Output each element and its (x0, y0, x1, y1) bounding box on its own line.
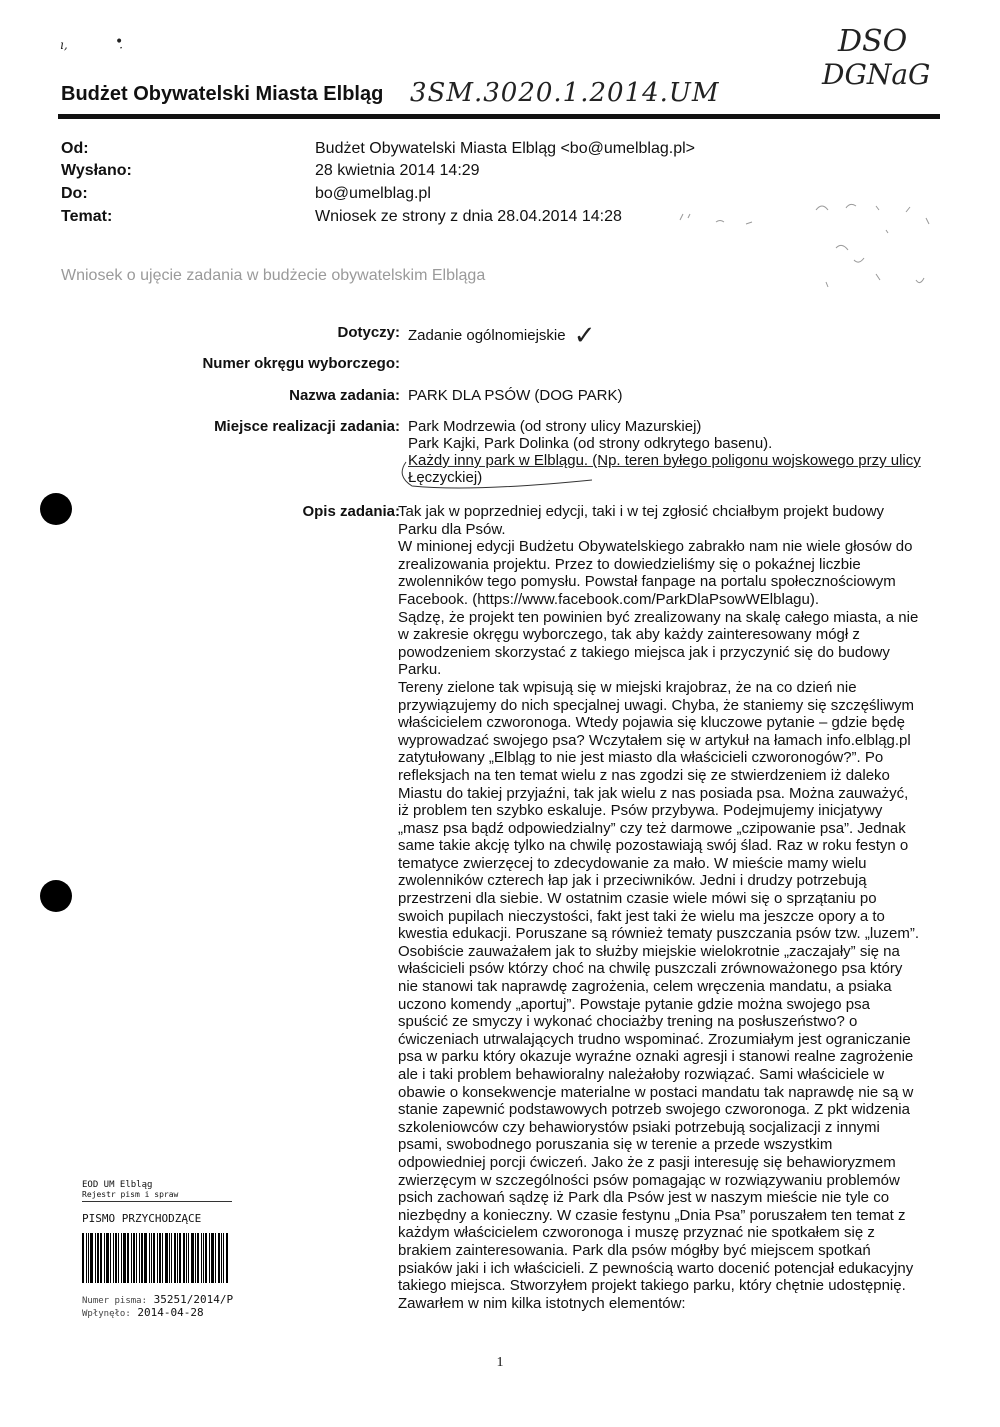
description-line: ćwiczeniach utrwalających trudno wspominać. Zrozumiałym jest ograniczanie (398, 1030, 911, 1048)
description-line: powodzeniem skorzystać z takiego miejsca jak i przyczynić się do budowy (398, 643, 890, 661)
description-line: takiego miejsca. Stworzyłem projekt takiego parku, który chętnie udostępnię. (398, 1277, 906, 1295)
location-line: Park Modrzewia (od strony ulicy Mazurskiej) (408, 418, 702, 435)
barcode-bar (118, 1233, 119, 1283)
barcode-bar (97, 1233, 99, 1283)
description-line: Miastu do takiej przyjaźni, tak jak wielu z nas posiada psa. Można zauważyć, (398, 784, 909, 802)
description-line: psich zachowań sądzę iż Park dla Psów jest w naszym mieście nie tyle co (398, 1189, 890, 1207)
barcode-bar (139, 1233, 140, 1283)
barcode-bar (223, 1233, 224, 1283)
barcode-bar (165, 1233, 168, 1283)
stamp-title: PISMO PRZYCHODZĄCE (82, 1212, 202, 1225)
barcode-bar (144, 1233, 147, 1283)
description-line: psiaków jaki i ich właścicieli. Z pewnością warto docenić potencjał edukacyjny (398, 1259, 914, 1277)
from-value: Budżet Obywatelski Miasta Elbląg <bo@umelblag.pl> (315, 140, 695, 157)
description-line: w zakresie okręgu wyborczego, tak aby każdy zainteresowany mógł z (398, 626, 860, 644)
description-line: zatytułowany „Elbląg to nie jest miasto dla właścicieli czworonogów?”. Po (398, 749, 884, 767)
to-value: bo@umelblag.pl (315, 185, 431, 202)
barcode-bar (127, 1233, 129, 1283)
description-line: zwierzęcym w szczególności psów pomagając w rozwiązywaniu problemów (398, 1171, 900, 1189)
description-line: zrealizowania projektu. Przez to dowiedzieliśmy się o pokaźnej liczbie (398, 555, 861, 573)
stamp-number-value: 35251/2014/P (153, 1293, 234, 1306)
description-line: szkoleniowców czy behawiorystów psiaki potrzebują socjalizacji z innymi (398, 1118, 880, 1136)
description-line: Tereny zielone tak wpisują się w miejski krajobraz, że na co dzień nie (398, 678, 857, 696)
description-line: właścicieli psów którzy choć na chwilę puszczali zrównoważonego psa który (398, 960, 903, 978)
handwritten-checkmark: ✓ (573, 321, 596, 351)
barcode-bar (100, 1233, 102, 1283)
barcode-bar (86, 1233, 87, 1283)
description-line: swoich pupilach nieczystości, fakt jest taki że wielu ma jeszcze opory a to (398, 907, 885, 925)
description-line: Zawarłem w nim kilka istotnych elementów: (398, 1294, 686, 1312)
description-line: refleksjach na ten temat wielu z nas zgodzi się ze stwierdzeniem iż daleko (398, 766, 890, 784)
barcode-bar (215, 1233, 216, 1283)
description-line: iż problem ten szybko eskaluje. Psów przybywa. Podejmujemy inicjatywy (398, 802, 883, 820)
barcode-bar (195, 1233, 196, 1283)
from-label: Od: (61, 140, 89, 157)
description-line: wyprowadzać swojego psa? Wczytałem się w artykuł na łamach info.elbląg.pl (398, 731, 911, 749)
scan-noise (676, 200, 946, 295)
description-line: stanie zapewnić podstawowych potrzeb swojego czworonoga. Z pkt widzenia (398, 1101, 910, 1119)
barcode-bar (209, 1233, 210, 1283)
handwritten-corner-note: DSO (838, 24, 908, 59)
barcode-bar (113, 1233, 114, 1283)
barcode-bar (171, 1233, 172, 1283)
description-line: uczono komendy „aportuj”. Powstaje pytanie gdzie można swojego psa (398, 995, 870, 1013)
description-line: Parku dla Psów. (398, 520, 506, 538)
sent-label: Wysłano: (61, 162, 132, 179)
description-line: ale i taki problem behawioralny należałoby rozwiązać. Sami właściciele w (398, 1066, 885, 1083)
barcode-bar (141, 1233, 143, 1283)
location-line: Każdy inny park w Elblągu. (Np. teren byłego poligonu wojskowego przy ulicy (408, 452, 921, 469)
description-line: same takie akcję tylko na chwilę pozostawiają swój ślad. Raz w roku festyn o (398, 837, 909, 855)
page-number: 1 (496, 1355, 504, 1370)
handwritten-corner-note: DGNaG (822, 58, 931, 91)
barcode-bar (151, 1233, 152, 1283)
description-line: Facebook. (https://www.facebook.com/ParkDlaPsowWElblagu). (398, 590, 820, 608)
description-line: spuścić ze smyczy i wykonać chociażby trening na posłuszeństwo? o (398, 1013, 858, 1031)
description-line: Osobiście zauważałem jak to służby miejskie wielokrotnie „zaczajały” się na (398, 942, 900, 960)
concerns-text: Zadanie ogólnomiejskie (408, 327, 566, 344)
barcode-bar (131, 1233, 132, 1283)
barcode-bar (221, 1233, 222, 1283)
barcode-bar (226, 1233, 228, 1283)
barcode-bar (197, 1233, 199, 1283)
barcode-bar (203, 1233, 204, 1283)
barcode-bar (174, 1233, 176, 1283)
stamp-number-label: Numer pisma: (82, 1296, 148, 1306)
location-label: Miejsce realizacji zadania: (214, 418, 400, 435)
stamp-number-row (82, 1293, 282, 1306)
description-line: nie stanowi tak naprawdę zagrożenia, celem wręczenia mandatu, a psiaka (398, 978, 892, 996)
handwritten-reference: 3SM.3020.1.2014.UM (410, 78, 720, 108)
form-subtitle: Wniosek o ujęcie zadania w budżecie obywatelskim Elbląga (61, 267, 486, 284)
sent-value: 28 kwietnia 2014 14:29 (315, 162, 480, 179)
subject-value: Wniosek ze strony z dnia 28.04.2014 14:28 (315, 208, 622, 225)
description-line: przywiązujemy do nich specjalnej uwagi. Chyba, że staniemy się szczęśliwym (398, 696, 915, 714)
stamp-received-label: Wpłynęło: (82, 1309, 131, 1319)
barcode-bar (153, 1233, 155, 1283)
description-line: obawie o konsekwencje materialne w postaci mandatu tak naprawdę nie są w (398, 1083, 914, 1101)
concerns-label: Dotyczy: (337, 324, 400, 341)
barcode-bar (110, 1233, 111, 1283)
barcode-bar (121, 1233, 122, 1283)
barcode-bar (162, 1233, 163, 1283)
description-line: odpowiedniej porcji ćwiczeń. Jako że z pasji interesuję się behawioryzmem (398, 1153, 896, 1171)
scan-mark: ı, (60, 38, 68, 52)
barcode-bar (133, 1233, 135, 1283)
description-line: Parku. (398, 661, 442, 679)
description-line: Sądzę, że projekt ten powinien być zrealizowany na skalę całego miasta, a nie (398, 608, 919, 626)
description-line: psami, swobodnego poruszania się w terenie a przede wszystkim (398, 1136, 833, 1154)
barcode-bar (179, 1233, 181, 1283)
barcode-bar (157, 1233, 158, 1283)
barcode-bar (186, 1233, 187, 1283)
barcode (82, 1233, 262, 1283)
scan-mark: •̣ (115, 34, 124, 50)
barcode-bar (90, 1233, 93, 1283)
location-line: Łęczyckiej) (408, 469, 483, 486)
description-line: kwestia edukacji. Poruszane są również tematy puszczania psów tzw. „luzem”. (398, 925, 920, 943)
description-line: Tak jak w poprzedniej edycji, taki i w tej zgłosić chciałbym projekt budowy (398, 503, 885, 520)
barcode-bar (123, 1233, 126, 1283)
barcode-bar (211, 1233, 214, 1283)
barcode-bar (205, 1233, 207, 1283)
barcode-bar (191, 1233, 194, 1283)
concerns-value (408, 321, 938, 351)
document-title: Budżet Obywatelski Miasta Elbląg (61, 83, 384, 105)
district-label: Numer okręgu wyborczego: (202, 355, 400, 372)
handwritten-underline-mark (392, 452, 622, 492)
barcode-bar (95, 1233, 96, 1283)
title-divider (58, 114, 940, 119)
barcode-bar (183, 1233, 185, 1283)
description-line: psa w parku który okazuje wyraźne oznaki agresji i stanowi realne zagrożenie (398, 1048, 914, 1066)
description-label: Opis zadania: (302, 503, 400, 520)
description-line: zwolenników czterech łap jak i przeciwników. Jedni i drudzy potrzebują (398, 872, 867, 890)
barcode-bar (88, 1233, 89, 1283)
description-line: zwolenników tego pomysłu. Powstał fanpage na portalu społecznościowym (398, 573, 896, 591)
description-line: tematyce zwierzęcej to zdecydowanie za mało. W mieście mamy wielu (398, 854, 867, 872)
location-line: Park Kajki, Park Dolinka (od strony odkrytego basenu). (408, 435, 773, 452)
barcode-bar (201, 1233, 202, 1283)
barcode-bar (218, 1233, 220, 1283)
task-name-value: PARK DLA PSÓW (DOG PARK) (408, 387, 623, 404)
punch-hole-bottom (40, 880, 72, 912)
stamp-line: EOD UM Elbląg (82, 1180, 153, 1190)
barcode-bar (104, 1233, 105, 1283)
description-line: właścicielem czworonoga. Wtedy pojawia się kluczowe pytanie – gdzie będę (398, 714, 905, 732)
barcode-bar (136, 1233, 137, 1283)
description-line: niezbędny a konieczny. W czasie festynu „Dnia Psa” poruszałem ten temat z (398, 1206, 906, 1224)
barcode-bar (82, 1233, 84, 1283)
description-line: brakiem zainteresowania. Park dla psów mógłby być miejscem spotkań (398, 1241, 871, 1259)
barcode-bar (169, 1233, 170, 1283)
barcode-bar (177, 1233, 178, 1283)
barcode-bar (188, 1233, 189, 1283)
to-label: Do: (61, 185, 88, 202)
barcode-bar (106, 1233, 109, 1283)
barcode-bar (115, 1233, 117, 1283)
barcode-bar (159, 1233, 161, 1283)
description-line: „masz psa bądź odpowiedzialny” czy też darmowe „czipowanie psa”. Jednak (398, 819, 906, 837)
stamp-received-row (82, 1306, 282, 1319)
registry-stamp (82, 1180, 282, 1319)
stamp-line: Rejestr pism i spraw (82, 1190, 232, 1202)
stamp-received-value: 2014-04-28 (137, 1306, 204, 1319)
description-text (398, 503, 948, 1312)
task-name-label: Nazwa zadania: (289, 387, 400, 404)
barcode-bar (149, 1233, 150, 1283)
description-line: przestrzeni dla siebie. W ostatnim czasie wiele mówi się o sprzątaniu po (398, 890, 877, 908)
punch-hole-top (40, 493, 72, 525)
subject-label: Temat: (61, 208, 113, 225)
description-line: W minionej edycji Budżetu Obywatelskiego zabrakło nam nie wiele głosów do (398, 538, 913, 556)
description-line: każdym właścicielem czworonoga i muszę przyznać nie spotkałem się z (398, 1224, 875, 1242)
